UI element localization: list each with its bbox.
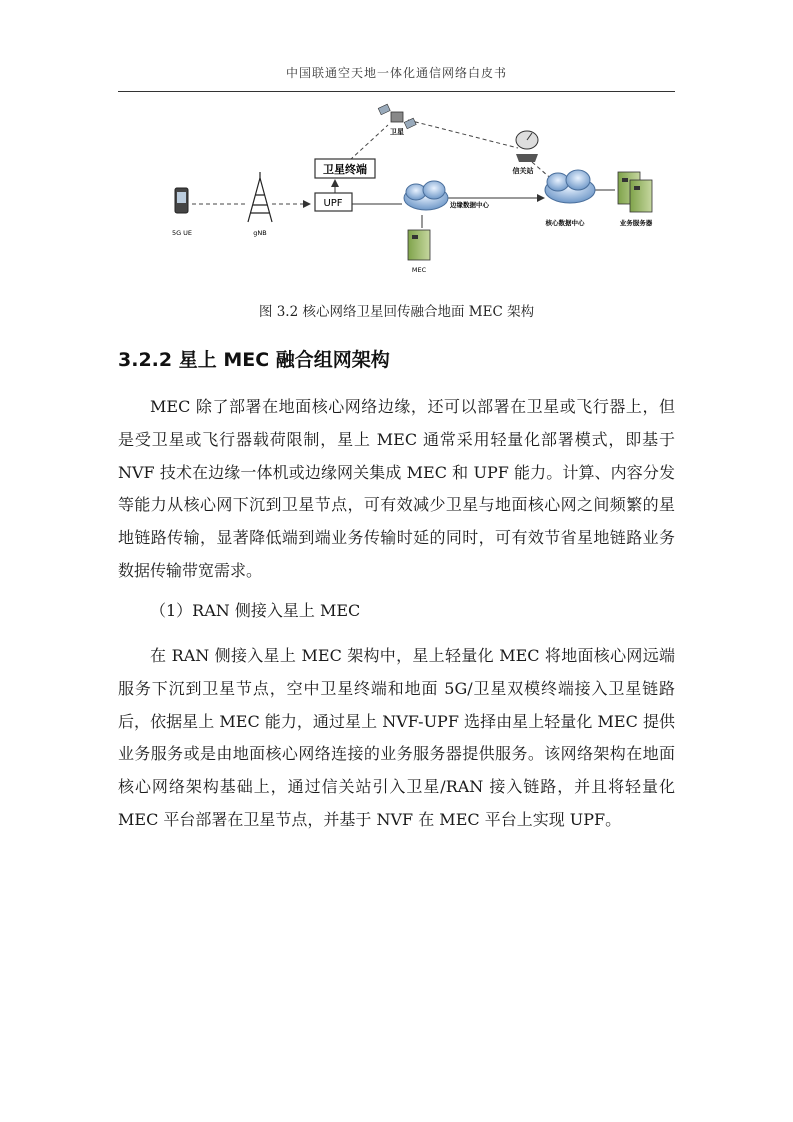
link-terminal-satellite [350,125,388,160]
core-dc-label: 核心数据中心 [545,219,585,227]
core-cloud-icon [545,170,595,203]
paragraph-1: MEC 除了部署在地面核心网络边缘，还可以部署在卫星或飞行器上，但是受卫星或飞行器载荷限制，星上 MEC 通常采用轻量化部署模式，即基于 NVF 技术在边缘一体机或边缘网关集成 MEC 和 UPF 能力。计算、内容分发等能力从核心网下沉到卫星节点，可有效减少卫星与地面核心网之间频繁的星地链路传输，显著降低端到端业务传输时延的同时，可有效节省星地链路业务数据传输带宽需求。 [118,397,675,580]
list-item-heading: （1）RAN 侧接入星上 MEC [150,601,361,620]
mec-label: MEC [411,266,427,274]
edge-cloud-icon [404,181,448,210]
paragraph-2: 在 RAN 侧接入星上 MEC 架构中，星上轻量化 MEC 将地面核心网远端服务下沉到卫星节点，空中卫星终端和地面 5G/卫星双模终端接入卫星链路后，依据星上 MEC 能力，通过星上 NVF-UPF 选择由星上轻量化 MEC 提供业务服务或是由地面核心网络连接的业务服务器提供服务。该网络架构在地面核心网络架构基础上，通过信关站引入卫星/RAN 接入链路，并且将轻量化 MEC 平台部署在卫星节点，并基于 NVF 在 MEC 平台上实现 UPF。 [118,646,675,829]
figure-caption: 图 3.2 核心网络卫星回传融合地面 MEC 架构 [258,304,535,320]
section-heading: 3.2.2 星上 MEC 融合组网架构 [118,349,390,371]
gnb-label: gNB [253,229,267,237]
ground-station-icon [516,131,538,162]
ground-station-label: 信关站 [512,167,534,175]
upf-label: UPF [323,198,343,209]
architecture-diagram [160,100,680,285]
ue-phone-icon [175,188,188,213]
mec-server-icon [408,230,430,260]
running-header: 中国联通空天地一体化通信网络白皮书 [285,66,507,80]
app-server-icon [618,172,652,212]
gnb-tower-icon [248,172,272,222]
edge-dc-label-text: 边缘数据中心 [450,201,489,209]
ue-label: 5G UE [171,229,193,237]
satellite-terminal-label: 卫星终端 [323,163,367,176]
link-satellite-station [408,120,518,148]
header-rule [118,91,675,92]
edge-dc-label [449,200,490,209]
app-server-label: 业务服务器 [619,219,653,227]
satellite-label: 卫星 [390,128,404,136]
satellite-icon [378,104,416,129]
